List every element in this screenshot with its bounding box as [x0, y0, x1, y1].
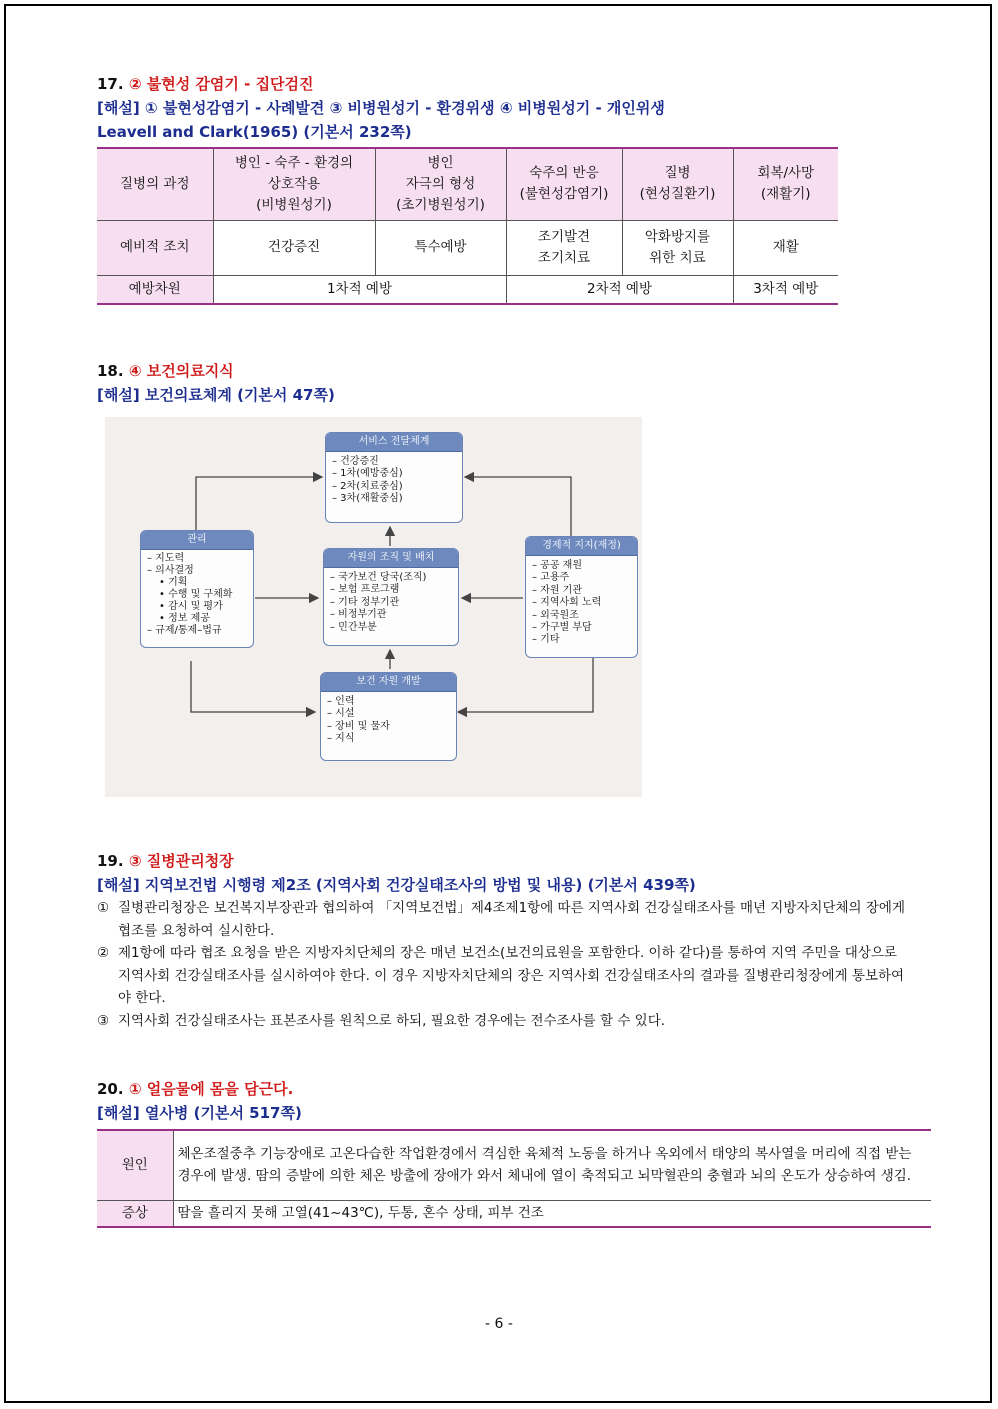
measure-early-detection: 조기발견 조기치료	[506, 220, 622, 275]
table-row	[97, 148, 838, 220]
resource-development-title: 보건 자원 개발	[321, 673, 456, 692]
list-item: ① 질병관리청장은 보건복지부장관과 협의하여 「지역보건법」제4조제1항에 따른 지역사회 건강실태조사를 매년 지방자치단체의 장에게 협조를 요청하여 실시한다.	[97, 900, 906, 939]
q18-answer: ④ 보건의료지식	[128, 362, 234, 380]
health-system-diagram	[105, 417, 642, 797]
service-delivery-box: 서비스 전달체계 – 건강증진 – 1차(예방중심) – 2차(치료중심) – 3차(재활중심)	[325, 432, 463, 523]
list-item: ③ 지역사회 건강실태조사는 표본조사를 원칙으로 하되, 필요한 경우에는 전수조사를 할 수 있다.	[97, 1012, 666, 1029]
q17-answer: ② 불현성 감염기 - 집단검진	[128, 75, 314, 93]
measure-health-promotion: 건강증진	[213, 220, 375, 275]
q19-number: 19.	[97, 852, 124, 870]
q19-title	[97, 850, 234, 871]
resource-organization-title: 자원의 조직 및 배치	[324, 549, 458, 568]
q17-explanation: [해설] ① 불현성감염기 - 사례발견 ③ 비병원성기 - 환경위생 ④ 비병원성기 - 개인위생	[97, 99, 665, 117]
symptom-text: 땀을 흘리지 못해 고열(41~43℃), 두통, 혼수 상태, 피부 건조	[173, 1200, 931, 1227]
q19-answer: ③ 질병관리청장	[128, 852, 234, 870]
q17-number: 17.	[97, 75, 124, 93]
resource-organization-box: 자원의 조직 및 배치 – 국가보건 당국(조직) – 보험 프로그램 – 기타 정부기관 – 비정부기관 – 민간부분	[323, 548, 459, 646]
stage-nonpathogenic: 병인 - 숙주 - 환경의 상호작용 (비병원성기)	[213, 148, 375, 220]
symptom-label: 증상	[97, 1200, 173, 1227]
list-item: ② 제1항에 따라 협조 요청을 받은 지방자치단체의 장은 매년 보건소(보건의료원을 포함한다. 이하 같다)를 통하여 지역 주민을 대상으로 지역사회 건강실태조사를 실시하여야 한다. 이 경우 지방자치단체의 장은 지역사회 건강실태조사의 결과를 질병관리청장에게 통보하여야 한다.	[97, 945, 905, 1006]
cause-label: 원인	[97, 1130, 173, 1200]
q20-heatstroke-table	[97, 1129, 931, 1228]
management-title: 관리	[141, 531, 253, 550]
row-header-prevention-level: 예방차원	[97, 275, 213, 304]
q17-leavell-clark-table	[97, 147, 838, 305]
cause-text: 체온조절중추 기능장애로 고온다습한 작업환경에서 격심한 육체적 노동을 하거나 옥외에서 태양의 복사열을 머리에 직접 받는 경우에 발생. 땀의 증발에 의한 체온 방출에 장애가 와서 체내에 열이 축적되고 뇌막혈관의 충혈과 뇌의 온도가 상승하여 생김.	[173, 1130, 931, 1200]
q20-explanation: [해설] 열사병 (기본서 517쪽)	[97, 1104, 302, 1122]
table-row	[97, 275, 838, 304]
resource-development-box: 보건 자원 개발 – 인력 – 시설 – 장비 및 물자 – 지식	[320, 672, 457, 761]
service-delivery-title: 서비스 전달체계	[326, 433, 462, 452]
level-primary: 1차적 예방	[213, 275, 506, 304]
stage-clinical: 질병 (현성질환기)	[622, 148, 733, 220]
stage-subclinical: 숙주의 반응 (불현성감염기)	[506, 148, 622, 220]
economic-support-title: 경제적 지지(재정)	[526, 537, 637, 556]
measure-specific-protection: 특수예방	[375, 220, 506, 275]
stage-recovery: 회복/사망 (재활기)	[733, 148, 838, 220]
q18-number: 18.	[97, 362, 124, 380]
table-row	[97, 1200, 931, 1227]
economic-support-box: 경제적 지지(재정) – 공공 재원 – 고용주 – 자원 기관 – 지역사회 노력 – 외국원조 – 가구별 부담 – 기타	[525, 536, 638, 658]
q19-explanation: [해설] 지역보건법 시행령 제2조 (지역사회 건강실태조사의 방법 및 내용) (기본서 439쪽)	[97, 876, 696, 894]
q20-number: 20.	[97, 1080, 124, 1098]
q20-answer: ① 얼음물에 몸을 담근다.	[128, 1080, 294, 1098]
measure-disability-limitation: 악화방지를 위한 치료	[622, 220, 733, 275]
page-number: - 6 -	[485, 1316, 513, 1332]
measure-rehabilitation: 재활	[733, 220, 838, 275]
q17-title	[97, 73, 314, 94]
row-header-preventive-measures: 예비적 조치	[97, 220, 213, 275]
q17-reference: Leavell and Clark(1965) (기본서 232쪽)	[97, 123, 412, 141]
table-row	[97, 220, 838, 275]
q20-title	[97, 1078, 293, 1099]
level-secondary: 2차적 예방	[506, 275, 733, 304]
q18-explanation: [해설] 보건의료체계 (기본서 47쪽)	[97, 386, 335, 404]
management-box: 관리 – 지도력 – 의사결정 • 기획 • 수행 및 구체화 • 감시 및 평가 • 정보 제공 – 규제/통제–법규	[140, 530, 254, 648]
q19-list	[97, 897, 907, 1032]
stage-early-pathogenic: 병인 자극의 형성 (초기병원성기)	[375, 148, 506, 220]
row-header-disease-process: 질병의 과정	[97, 148, 213, 220]
table-row	[97, 1130, 931, 1200]
level-tertiary: 3차적 예방	[733, 275, 838, 304]
q18-title	[97, 360, 234, 381]
